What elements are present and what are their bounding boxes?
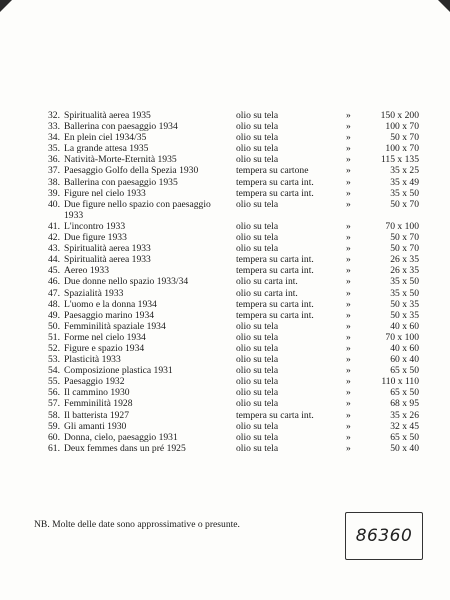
artwork-technique: olio su tela: [236, 220, 279, 232]
artwork-technique: olio su tela: [236, 243, 279, 255]
catalog-entry: [34, 321, 424, 332]
ditto-mark: »: [346, 287, 351, 299]
ditto-mark: »: [346, 254, 351, 266]
artwork-technique: olio su tela: [236, 398, 279, 410]
footnote: NB. Molte delle date sono approssimative o presunte.: [34, 519, 240, 530]
entry-number: 42.: [48, 232, 60, 244]
artwork-dimensions: 35 x 26: [390, 409, 419, 421]
artwork-title: Paesaggio Golfo della Spezia 1930: [64, 165, 199, 177]
ditto-mark: »: [346, 365, 351, 377]
artwork-technique: tempera su carta int.: [236, 409, 314, 421]
entry-number: 50.: [48, 320, 60, 332]
artwork-dimensions: 50 x 70: [390, 198, 419, 210]
ditto-mark: »: [346, 331, 351, 343]
ditto-mark: »: [346, 165, 351, 177]
artwork-dimensions: 35 x 50: [390, 287, 419, 299]
artwork-technique: olio su tela: [236, 320, 279, 332]
entry-number: 45.: [48, 265, 60, 277]
artwork-title: Ballerina con paesaggio 1934: [64, 121, 178, 133]
artwork-dimensions: 70 x 100: [385, 331, 419, 343]
artwork-title: Due figure 1933: [64, 232, 127, 244]
entry-number: 60.: [48, 431, 60, 443]
ditto-mark: »: [346, 342, 351, 354]
entry-number: 44.: [48, 254, 60, 266]
catalog-entry: [34, 232, 424, 243]
ditto-mark: »: [346, 354, 351, 366]
artwork-title: Due donne nello spazio 1933/34: [64, 276, 189, 288]
artwork-title: Forme nel cielo 1934: [64, 331, 146, 343]
artwork-title: Gli amanti 1930: [64, 420, 127, 432]
catalog-entry: [34, 243, 424, 254]
artwork-title: L'incontro 1933: [64, 220, 126, 232]
catalog-entry: [34, 188, 424, 199]
ditto-mark: »: [346, 442, 351, 454]
artwork-dimensions: 65 x 50: [390, 431, 419, 443]
entry-number: 34.: [48, 132, 60, 144]
artwork-title: Femminilità spaziale 1934: [64, 320, 166, 332]
artwork-title: Ballerina con paesaggio 1935: [64, 176, 178, 188]
catalog-entry: [34, 365, 424, 376]
artwork-technique: olio su carta int.: [236, 276, 298, 288]
catalog-entry: [34, 288, 424, 299]
catalog-entry: [34, 154, 424, 165]
artwork-technique: olio su tela: [236, 387, 279, 399]
catalog-entry: [34, 177, 424, 188]
catalog-entry: [34, 265, 424, 276]
entry-number: 51.: [48, 331, 60, 343]
entry-number: 32.: [48, 110, 60, 121]
artwork-title: Figure e spazio 1934: [64, 342, 145, 354]
artwork-title: Deux femmes dans un pré 1925: [64, 442, 186, 454]
entry-number: 40.: [48, 198, 60, 210]
entry-number: 41.: [48, 220, 60, 232]
ditto-mark: »: [346, 309, 351, 321]
entry-number: 47.: [48, 287, 60, 299]
artwork-technique: olio su tela: [236, 232, 279, 244]
ditto-mark: »: [346, 143, 351, 155]
artwork-dimensions: 40 x 60: [390, 342, 419, 354]
artwork-title: Donna, cielo, paesaggio 1931: [64, 431, 178, 443]
catalog-entry: [34, 299, 424, 310]
page-corner-mark: [0, 0, 12, 12]
artwork-technique: olio su tela: [236, 431, 279, 443]
entry-number: 53.: [48, 354, 60, 366]
artwork-dimensions: 110 x 110: [381, 376, 419, 388]
artwork-title: Il cammino 1930: [64, 387, 130, 399]
entry-number: 38.: [48, 176, 60, 188]
artwork-dimensions: 50 x 40: [390, 442, 419, 454]
catalog-entry: [34, 343, 424, 354]
artwork-title: L'uomo e la donna 1934: [64, 298, 157, 310]
ditto-mark: »: [346, 121, 351, 133]
entry-number: 57.: [48, 398, 60, 410]
ditto-mark: »: [346, 320, 351, 332]
artwork-dimensions: 35 x 49: [390, 176, 419, 188]
artwork-technique: olio su tela: [236, 420, 279, 432]
entry-number: 54.: [48, 365, 60, 377]
ditto-mark: »: [346, 420, 351, 432]
artwork-dimensions: 70 x 100: [385, 220, 419, 232]
artwork-technique: tempera su carta int.: [236, 265, 314, 277]
page-corner-mark: [438, 0, 450, 12]
artwork-title: Paesaggio 1932: [64, 376, 125, 388]
artwork-title: Paesaggio marino 1934: [64, 309, 155, 321]
handwritten-archive-number: 86360: [345, 512, 423, 560]
ditto-mark: »: [346, 154, 351, 166]
artwork-dimensions: 32 x 45: [390, 420, 419, 432]
artwork-title: Plasticità 1933: [64, 354, 121, 366]
catalog-entry: [34, 332, 424, 343]
ditto-mark: »: [346, 409, 351, 421]
entry-number: 33.: [48, 121, 60, 133]
artwork-dimensions: 35 x 50: [390, 187, 419, 199]
ditto-mark: »: [346, 398, 351, 410]
artwork-title: Aereo 1933: [64, 265, 110, 277]
artwork-dimensions: 50 x 70: [390, 132, 419, 144]
entry-number: 58.: [48, 409, 60, 421]
ditto-mark: »: [346, 110, 351, 121]
ditto-mark: »: [346, 276, 351, 288]
artwork-dimensions: 50 x 35: [390, 298, 419, 310]
catalog-entry: [34, 387, 424, 398]
artwork-technique: olio su tela: [236, 442, 279, 454]
artwork-dimensions: 100 x 70: [385, 121, 419, 133]
ditto-mark: »: [346, 198, 351, 210]
catalog-entry: [34, 121, 424, 132]
artwork-technique: tempera su carta int.: [236, 298, 314, 310]
catalog-entry: [34, 199, 424, 221]
artwork-title: Composizione plastica 1931: [64, 365, 173, 377]
ditto-mark: »: [346, 387, 351, 399]
entry-number: 55.: [48, 376, 60, 388]
entry-number: 52.: [48, 342, 60, 354]
entry-number: 43.: [48, 243, 60, 255]
artwork-dimensions: 40 x 60: [390, 320, 419, 332]
catalog-entry: [34, 398, 424, 409]
artwork-title: Due figure nello spazio con paesaggio 1933: [64, 198, 211, 221]
artwork-title: En plein ciel 1934/35: [64, 132, 147, 144]
artwork-dimensions: 50 x 70: [390, 243, 419, 255]
ditto-mark: »: [346, 232, 351, 244]
entry-number: 61.: [48, 442, 60, 454]
catalog-entry: [34, 354, 424, 365]
catalog-entry: [34, 276, 424, 287]
artwork-technique: olio su tela: [236, 331, 279, 343]
artwork-title: Figure nel cielo 1933: [64, 187, 146, 199]
artwork-dimensions: 68 x 95: [390, 398, 419, 410]
catalog-entry: [34, 143, 424, 154]
artwork-dimensions: 26 x 35: [390, 265, 419, 277]
entry-number: 59.: [48, 420, 60, 432]
catalog-entry: [34, 165, 424, 176]
ditto-mark: »: [346, 243, 351, 255]
catalog-entry: [34, 410, 424, 421]
entry-number: 48.: [48, 298, 60, 310]
entry-number: 37.: [48, 165, 60, 177]
ditto-mark: »: [346, 220, 351, 232]
entry-number: 35.: [48, 143, 60, 155]
artwork-catalog-list: [34, 110, 424, 454]
artwork-technique: olio su tela: [236, 143, 279, 155]
artwork-technique: tempera su carta int.: [236, 187, 314, 199]
artwork-technique: olio su tela: [236, 110, 279, 121]
artwork-technique: olio su tela: [236, 365, 279, 377]
artwork-technique: olio su carta int.: [236, 287, 298, 299]
artwork-dimensions: 50 x 70: [390, 232, 419, 244]
ditto-mark: »: [346, 376, 351, 388]
ditto-mark: »: [346, 132, 351, 144]
artwork-dimensions: 50 x 35: [390, 309, 419, 321]
artwork-title: Il batterista 1927: [64, 409, 130, 421]
catalog-entry: [34, 376, 424, 387]
artwork-dimensions: 65 x 50: [390, 387, 419, 399]
entry-number: 39.: [48, 187, 60, 199]
artwork-technique: olio su tela: [236, 376, 279, 388]
entry-number: 49.: [48, 309, 60, 321]
catalog-entry: [34, 254, 424, 265]
artwork-dimensions: 35 x 50: [390, 276, 419, 288]
artwork-dimensions: 26 x 35: [390, 254, 419, 266]
artwork-technique: tempera su cartone: [236, 165, 309, 177]
artwork-title: Spiritualità aerea 1933: [64, 254, 151, 266]
ditto-mark: »: [346, 176, 351, 188]
catalog-entry: [34, 310, 424, 321]
catalog-entry: [34, 110, 424, 121]
catalog-entry: [34, 443, 424, 454]
artwork-dimensions: 65 x 50: [390, 365, 419, 377]
artwork-technique: olio su tela: [236, 121, 279, 133]
artwork-technique: olio su tela: [236, 198, 279, 210]
ditto-mark: »: [346, 265, 351, 277]
artwork-dimensions: 35 x 25: [390, 165, 419, 177]
artwork-technique: tempera su carta int.: [236, 254, 314, 266]
artwork-dimensions: 100 x 70: [385, 143, 419, 155]
artwork-technique: tempera su carta int.: [236, 176, 314, 188]
entry-number: 46.: [48, 276, 60, 288]
catalog-entry: [34, 421, 424, 432]
artwork-dimensions: 115 x 135: [380, 154, 419, 166]
entry-number: 36.: [48, 154, 60, 166]
artwork-title: Natività-Morte-Eternità 1935: [64, 154, 177, 166]
catalog-entry: [34, 221, 424, 232]
ditto-mark: »: [346, 187, 351, 199]
artwork-technique: olio su tela: [236, 342, 279, 354]
artwork-dimensions: 150 x 200: [380, 110, 419, 121]
artwork-title: Spiritualità aerea 1933: [64, 243, 151, 255]
entry-number: 56.: [48, 387, 60, 399]
artwork-technique: tempera su carta int.: [236, 309, 314, 321]
catalog-entry: [34, 132, 424, 143]
artwork-technique: olio su tela: [236, 154, 279, 166]
artwork-title: La grande attesa 1935: [64, 143, 149, 155]
artwork-title: Spiritualità aerea 1935: [64, 110, 151, 121]
artwork-technique: olio su tela: [236, 354, 279, 366]
artwork-title: Spazialità 1933: [64, 287, 124, 299]
artwork-title: Femminilità 1928: [64, 398, 133, 410]
ditto-mark: »: [346, 431, 351, 443]
catalog-entry: [34, 432, 424, 443]
ditto-mark: »: [346, 298, 351, 310]
artwork-technique: olio su tela: [236, 132, 279, 144]
artwork-dimensions: 60 x 40: [390, 354, 419, 366]
